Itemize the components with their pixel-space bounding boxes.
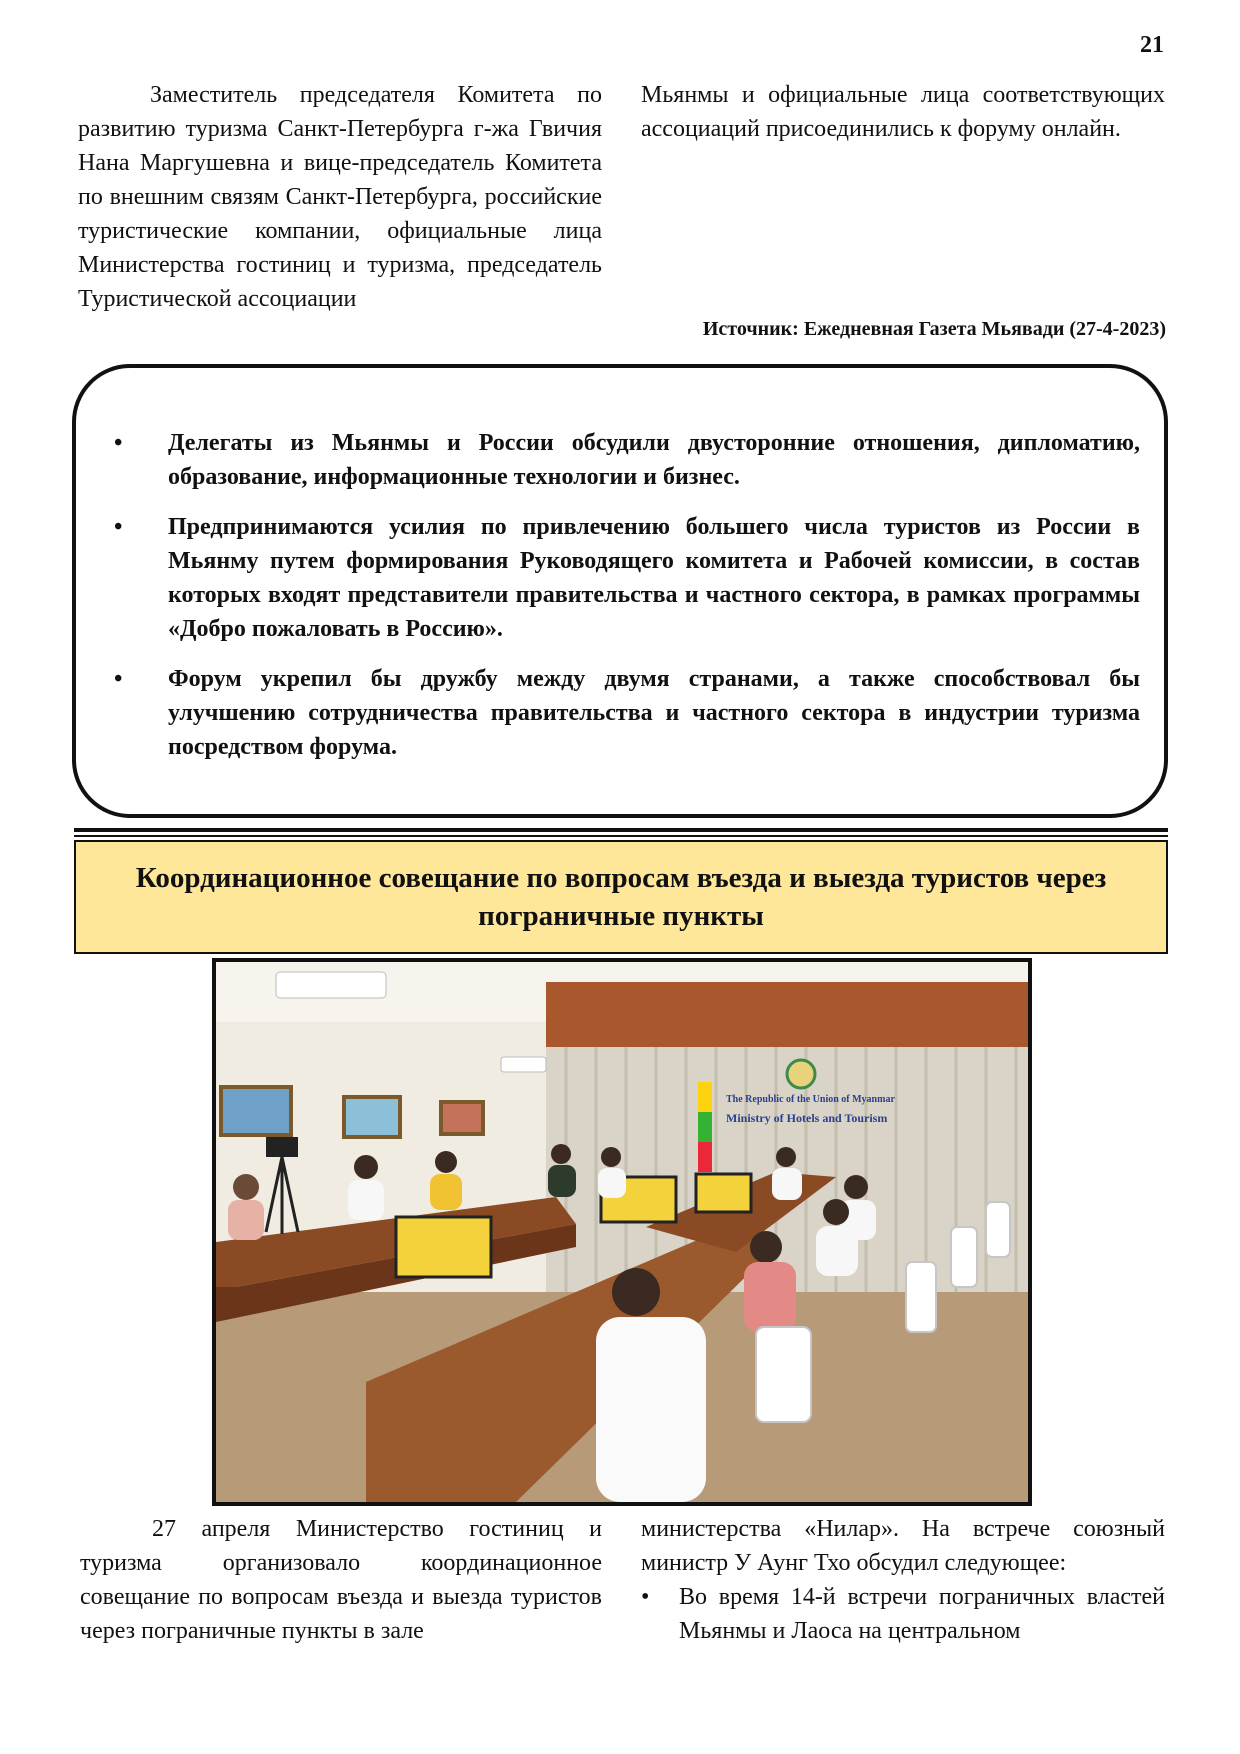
wall-sign-line2: Ministry of Hotels and Tourism xyxy=(726,1111,888,1125)
list-item xyxy=(641,1580,1165,1648)
wall-painting xyxy=(221,1087,291,1135)
summary-item xyxy=(106,510,1140,646)
article-paragraph: 27 апреля Министерство гостиниц и туризма организовало координационное совещание по вопросам въезда и выезда туристов через пограничные пункты в зале xyxy=(80,1516,602,1644)
divider-thin xyxy=(74,835,1168,837)
list-item-text: Во время 14-й встречи пограничных властей Мьянмы и Лаоса на центральном xyxy=(679,1584,1165,1644)
bullet-icon: • xyxy=(114,666,123,692)
air-conditioner xyxy=(276,972,386,998)
bullet-icon: • xyxy=(641,1584,650,1610)
bullet-icon: • xyxy=(114,430,123,456)
meeting-room-illustration xyxy=(216,962,1028,1502)
article-paragraph: Мьянмы и официальные лица соответствующих ассоциаций присоединились к форуму онлайн. xyxy=(641,82,1165,142)
bullet-icon: • xyxy=(114,514,123,540)
summary-list xyxy=(106,426,1140,780)
divider-thick xyxy=(74,828,1168,832)
section-title: Координационное совещание по вопросам въезда и выезда туристов через пограничные пункты xyxy=(74,840,1168,954)
source-citation: Источник: Ежедневная Газета Мьявади (27-4-2023) xyxy=(702,318,1166,340)
article-paragraph: министерства «Нилар». На встрече союзный министр У Аунг Тхо обсудил следующее: xyxy=(641,1516,1165,1576)
meeting-photo xyxy=(212,958,1032,1506)
video-monitor xyxy=(696,1174,751,1212)
summary-box xyxy=(72,364,1168,818)
summary-item-text: Форум укрепил бы дружбу между двумя странами, а также способствовал бы улучшению сотрудничества правительства и частного сектора в индустрии туризма посредством форума. xyxy=(168,666,1140,760)
wall-painting xyxy=(344,1097,400,1137)
article-column-left xyxy=(78,78,602,316)
article-column-left xyxy=(80,1512,602,1648)
summary-item-text: Делегаты из Мьянмы и России обсудили двусторонние отношения, дипломатию, образование, информационные технологии и бизнес. xyxy=(168,430,1140,490)
article-paragraph: Заместитель председателя Комитета по развитию туризма Санкт-Петербурга г-жа Гвичия Нана Маргушевна и вице-председатель Комитета по внешним связям Санкт-Петербурга, российские туристические компании, официальные лица Министерства гостиниц и туризма, председатель Туристической ассоциации xyxy=(78,82,602,312)
article-column-right xyxy=(641,1512,1165,1648)
summary-item xyxy=(106,426,1140,494)
video-monitor xyxy=(396,1217,491,1277)
summary-item-text: Предпринимаются усилия по привлечению большего числа туристов из России в Мьянму путем формирования Руководящего комитета и Рабочей комиссии, в состав которых входят представители правительства и частного сектора, в рамках программы «Добро пожаловать в Россию». xyxy=(168,514,1140,642)
summary-item xyxy=(106,662,1140,764)
page-number: 21 xyxy=(1140,32,1164,58)
wood-valance xyxy=(546,982,1028,1047)
wall-sign-line1: The Republic of the Union of Myanmar xyxy=(726,1094,895,1105)
article-bullet-list xyxy=(641,1580,1165,1648)
wall-painting xyxy=(441,1102,483,1134)
ministry-emblem xyxy=(787,1060,815,1088)
article-column-right xyxy=(641,78,1165,146)
